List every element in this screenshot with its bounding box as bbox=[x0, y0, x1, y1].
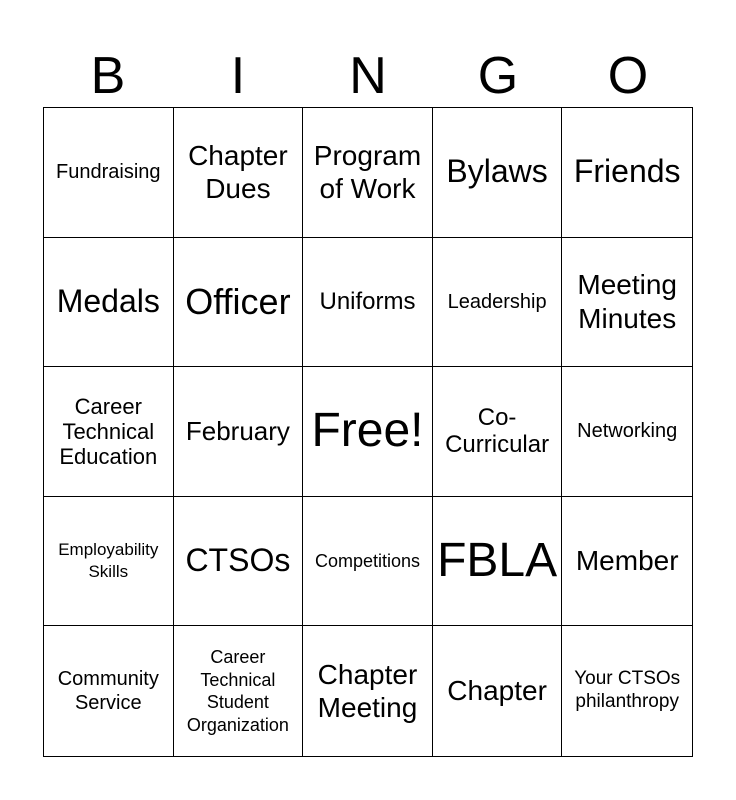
bingo-cell[interactable]: Community Service bbox=[44, 626, 174, 756]
bingo-cell[interactable]: Uniforms bbox=[303, 238, 433, 368]
bingo-cell[interactable]: February bbox=[174, 367, 304, 497]
bingo-header bbox=[43, 44, 693, 108]
header-letter-g: G bbox=[477, 47, 519, 105]
bingo-card-grid bbox=[43, 107, 693, 757]
bingo-cell[interactable]: Bylaws bbox=[433, 108, 563, 238]
header-letter-o: O bbox=[607, 47, 649, 105]
bingo-cell[interactable]: Member bbox=[562, 497, 692, 627]
bingo-cell[interactable]: FBLA bbox=[433, 497, 563, 627]
bingo-cell[interactable]: Employability Skills bbox=[44, 497, 174, 627]
bingo-cell[interactable]: Career Technical Student Organization bbox=[174, 626, 304, 756]
bingo-cell[interactable]: Friends bbox=[562, 108, 692, 238]
header-letter-n: N bbox=[349, 47, 387, 105]
header-letter-i: I bbox=[230, 47, 246, 105]
bingo-cell[interactable]: Fundraising bbox=[44, 108, 174, 238]
bingo-cell[interactable]: Chapter bbox=[433, 626, 563, 756]
bingo-cell[interactable]: Meeting Minutes bbox=[562, 238, 692, 368]
bingo-cell[interactable]: Networking bbox=[562, 367, 692, 497]
bingo-cell[interactable]: CTSOs bbox=[174, 497, 304, 627]
bingo-cell[interactable]: Leadership bbox=[433, 238, 563, 368]
bingo-cell[interactable]: Competitions bbox=[303, 497, 433, 627]
bingo-cell[interactable]: Medals bbox=[44, 238, 174, 368]
bingo-cell[interactable]: Career Technical Education bbox=[44, 367, 174, 497]
bingo-cell[interactable]: Program of Work bbox=[303, 108, 433, 238]
bingo-cell[interactable]: Co-Curricular bbox=[433, 367, 563, 497]
header-letter-b: B bbox=[90, 47, 126, 105]
bingo-cell[interactable]: Chapter Dues bbox=[174, 108, 304, 238]
free-space-cell[interactable]: Free! bbox=[303, 367, 433, 497]
bingo-cell[interactable]: Chapter Meeting bbox=[303, 626, 433, 756]
bingo-cell[interactable]: Your CTSOs philanthropy bbox=[574, 668, 681, 713]
bingo-cell[interactable]: Officer bbox=[174, 238, 304, 368]
